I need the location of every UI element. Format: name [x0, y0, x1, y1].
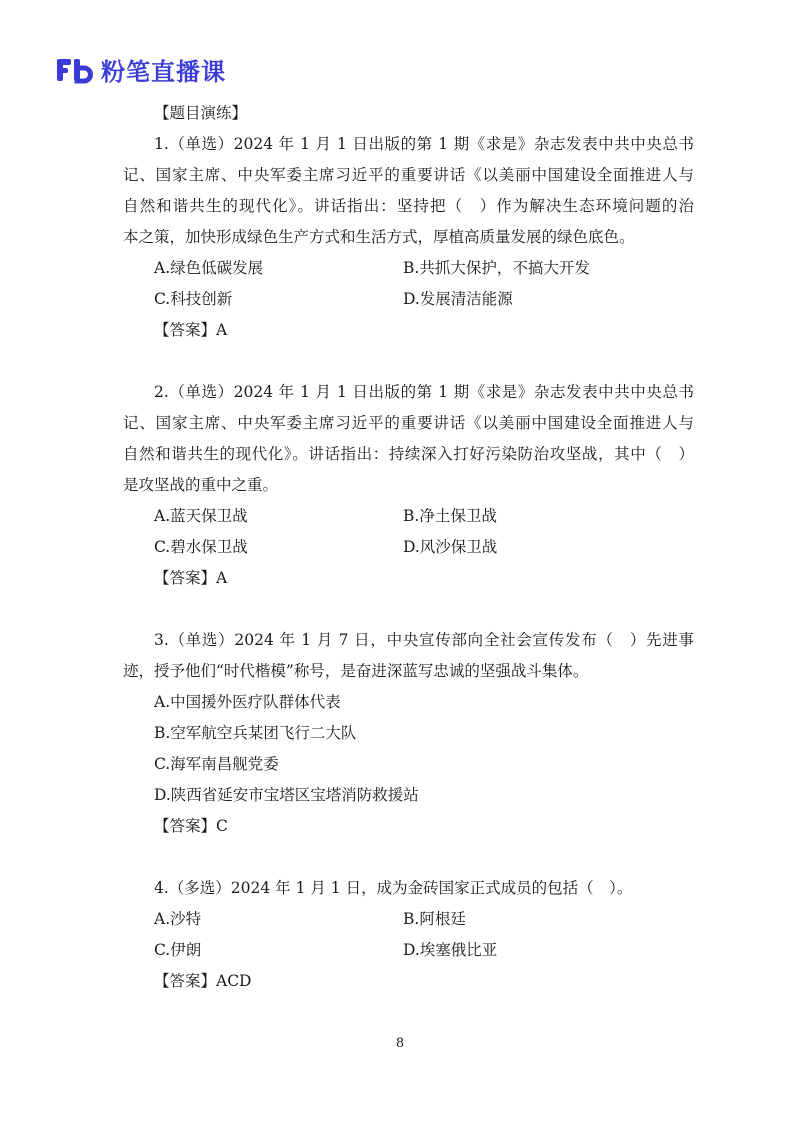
question-3	[123, 625, 694, 842]
option-a: A.绿色低碳发展	[154, 259, 264, 277]
page-content	[123, 98, 694, 997]
question-line: 本之策，加快形成绿色生产方式和生活方式，厚植高质量发展的绿色底色。	[123, 228, 635, 246]
answer: 【答案】ACD	[154, 972, 252, 990]
option-a: A.蓝天保卫战	[154, 507, 248, 525]
option-a: A.沙特	[154, 910, 202, 928]
option-b: B.空军航空兵某团飞行二大队	[154, 724, 357, 742]
option-c: C.科技创新	[154, 290, 233, 308]
question-4	[154, 873, 694, 997]
answer: 【答案】A	[154, 321, 228, 339]
option-c: C.伊朗	[154, 941, 202, 959]
option-a: A.中国援外医疗队群体代表	[154, 693, 341, 711]
question-line: 3.（单选）2024 年 1 月 7 日，中央宣传部向全社会宣传发布（ ）先进事	[154, 631, 694, 649]
question-line: 2.（单选）2024 年 1 月 1 日出版的第 1 期《求是》杂志发表中共中央总书	[154, 383, 694, 401]
question-line: 自然和谐共生的现代化》。讲话指出：持续深入打好污染防治攻坚战，其中（ ）	[123, 445, 694, 463]
question-line: 4.（多选）2024 年 1 月 1 日，成为金砖国家正式成员的包括（ ）。	[154, 879, 633, 897]
option-d: D.陕西省延安市宝塔区宝塔消防救援站	[154, 786, 419, 804]
question-2	[123, 377, 694, 594]
question-line: 是攻坚战的重中之重。	[123, 476, 279, 494]
option-b: B.阿根廷	[403, 910, 466, 928]
question-1	[123, 129, 694, 346]
option-c: C.碧水保卫战	[154, 538, 248, 556]
option-c: C.海军南昌舰党委	[154, 755, 279, 773]
fenbi-logo-icon	[55, 55, 93, 85]
page-number: 8	[395, 1036, 405, 1051]
question-line: 自然和谐共生的现代化》。讲话指出：坚持把（ ）作为解决生态环境问题的治	[123, 197, 694, 215]
option-b: B.共抓大保护，不搞大开发	[403, 259, 590, 277]
question-line: 记、国家主席、中央军委主席习近平的重要讲话《以美丽中国建设全面推进人与	[123, 166, 694, 184]
brand-logo	[55, 52, 226, 87]
question-line: 迹，授予他们“时代楷模”称号，是奋进深蓝写忠诚的坚强战斗集体。	[123, 662, 589, 680]
logo-text: 粉笔直播课	[101, 58, 226, 86]
option-b: B.净土保卫战	[403, 507, 497, 525]
option-d: D.发展清洁能源	[403, 290, 513, 308]
question-line: 记、国家主席、中央军委主席习近平的重要讲话《以美丽中国建设全面推进人与	[123, 414, 694, 432]
answer: 【答案】C	[154, 817, 228, 835]
question-line: 1.（单选）2024 年 1 月 1 日出版的第 1 期《求是》杂志发表中共中央总书	[154, 135, 694, 153]
section-title: 【题目演练】	[154, 104, 248, 122]
option-d: D.风沙保卫战	[403, 538, 498, 556]
option-d: D.埃塞俄比亚	[403, 941, 498, 959]
answer: 【答案】A	[154, 569, 228, 587]
